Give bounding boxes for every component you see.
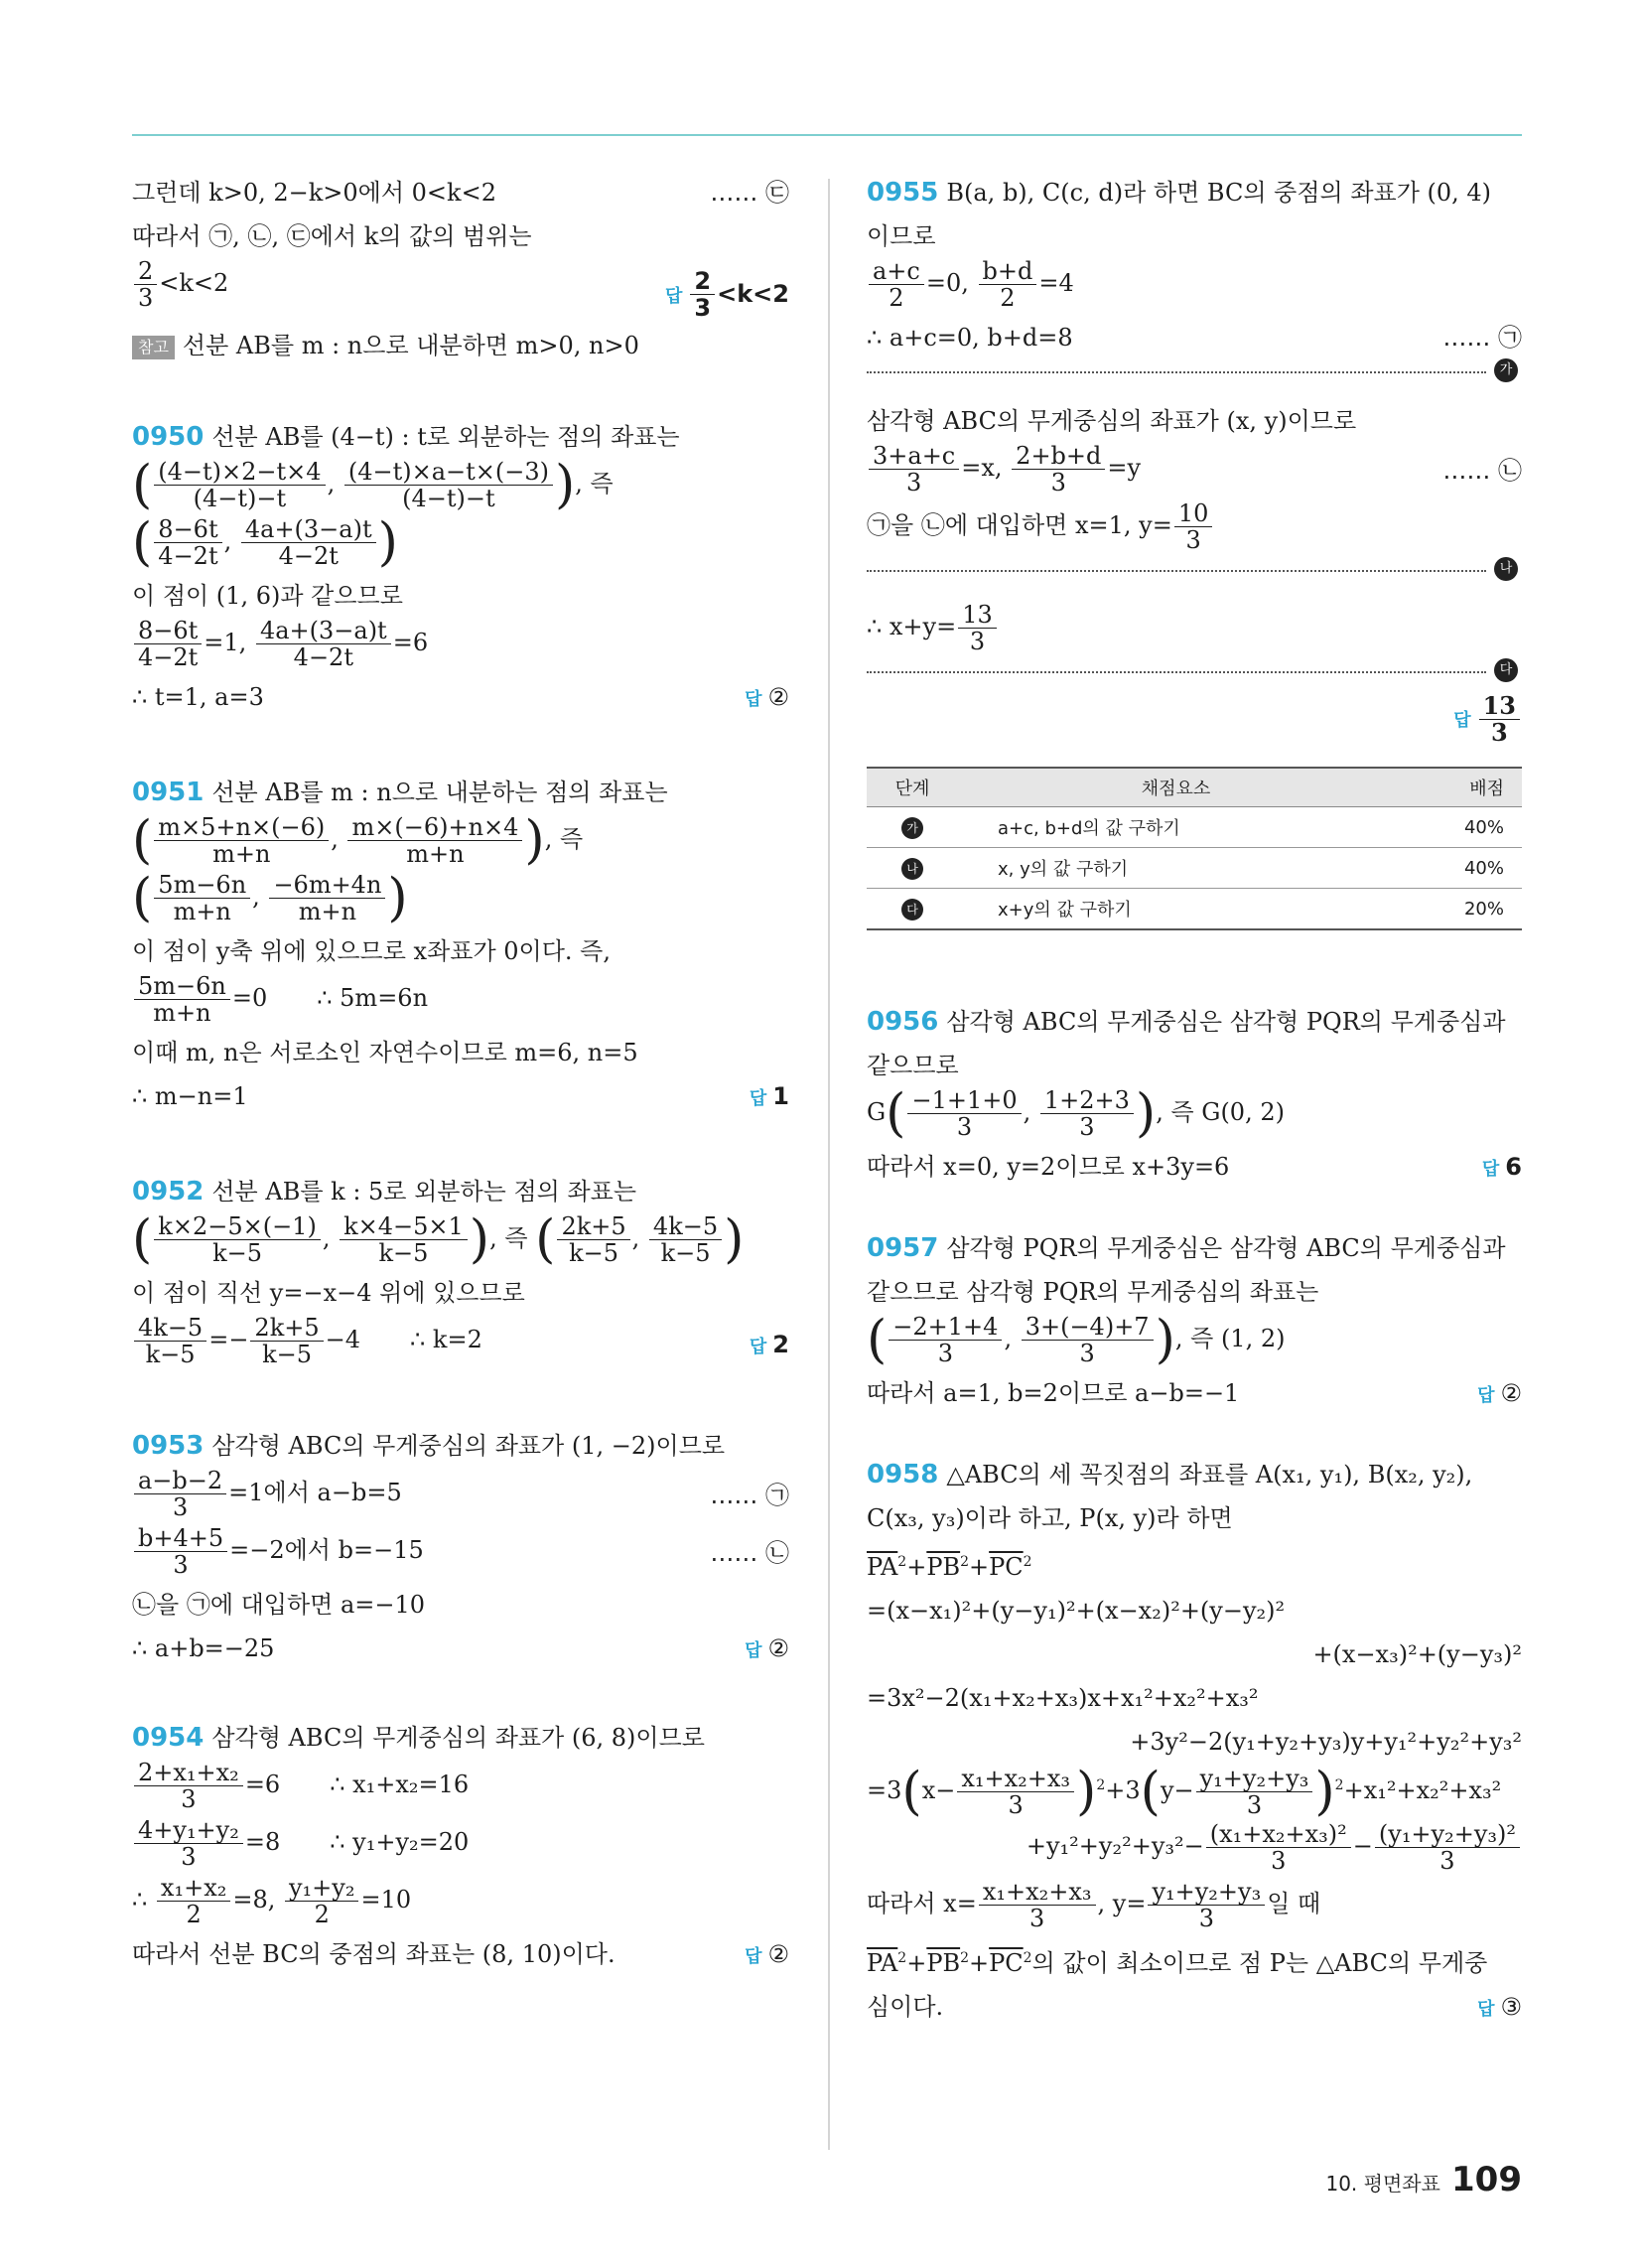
problem-title: 삼각형 ABC의 무게중심의 좌표가 (1, −2)이므로 [211, 1432, 726, 1460]
result-line: ∴ t=1, a=3 [132, 683, 264, 711]
score-item: x, y의 값 구하기 [958, 848, 1394, 889]
table-row [867, 889, 1522, 930]
answer: 답 ② [745, 1940, 789, 1968]
fraction: $\frac{2}{3}$ [134, 258, 157, 311]
text-line: 삼각형 ABC의 무게중심의 좌표가 (x, y)이므로 [867, 407, 1357, 435]
problem-0958 [867, 1453, 1522, 2029]
result-line: ∴ a+b=−25 [132, 1634, 275, 1662]
result-line: ∴ a+c=0, b+d=8 [867, 324, 1073, 352]
table-header: 단계 [867, 768, 958, 807]
table-header: 채점요소 [958, 768, 1394, 807]
equation: $\frac{a+c}{2}$ =0, $\frac{b+d}{2}$ =4 [867, 258, 1522, 316]
expression-line: +(x−x₃)²+(y−y₃)² [1312, 1640, 1522, 1668]
equation: ∴ $\frac{\text{x₁+x₂}}{2}$ =8, $\frac{\text{y₁+y₂}}{2}$ =10 [132, 1874, 412, 1928]
step-marker: 나 [1494, 557, 1518, 581]
answer: 답 $\frac{13}{3}$ [867, 693, 1522, 759]
text-line: ㉡을 ㉠에 대입하면 a=−10 [132, 1591, 426, 1619]
result-line: 심이다. [867, 1993, 944, 2021]
problem-title: 삼각형 PQR의 무게중심은 삼각형 ABC의 무게중심과 [946, 1234, 1506, 1262]
problem-number: 0956 [867, 1007, 939, 1037]
coordinate-expression: G( $\frac{-1+1+0}{3}$ , $\frac{1+2+3}{3}$ ), 즉 G(0, 2) [867, 1083, 1285, 1144]
intro-tag: …… ㉢ [710, 179, 789, 207]
table-header: 배점 [1394, 768, 1522, 807]
equation: $\frac{5m-6n}{m+n}$ =0 ∴ 5m=6n [132, 973, 789, 1031]
problem-title: 선분 AB를 (4−t) : t로 외분하는 점의 좌표는 [211, 423, 680, 451]
problem-number: 0954 [132, 1723, 205, 1753]
note-text: 선분 AB를 m : n으로 내분하면 m>0, n>0 [182, 332, 639, 359]
intro-line-2: 따라서 ㉠, ㉡, ㉢에서 k의 값의 범위는 [132, 222, 532, 250]
equation: ㉠을 ㉡에 대입하면 x=1, y= $\frac{10}{3}$ [867, 500, 1522, 558]
problem-title: △ABC의 세 꼭짓점의 좌표를 A(x₁, y₁), B(x₂, y₂), [946, 1461, 1473, 1488]
problem-number: 0953 [132, 1431, 205, 1461]
column-divider [828, 179, 830, 2150]
step-marker: 나 [901, 858, 923, 880]
problem-number: 0955 [867, 178, 939, 208]
coordinate-expression: ( $\frac{m\times 5+n\times(-6)}{m+n}$ , $\frac{m\times(-6)+n\times 4}{m+n}$ ), 즉 [132, 810, 584, 871]
result-line: 따라서 선분 BC의 중점의 좌표는 (8, 10)이다. [132, 1940, 616, 1968]
answer: 답 2 [749, 1331, 789, 1358]
answer: 답 1 [749, 1082, 789, 1110]
text-line: 이 점이 직선 y=−x−4 위에 있으므로 [132, 1279, 525, 1307]
expression-line: +y₁²+y₂²+y₃²− $\frac{\text{(x₁+x₂+x₃)²}}{3}$ − $\frac{\text{(y₁+y₂+y₃)²}}{3}$ [867, 1821, 1522, 1879]
scoring-table [867, 767, 1522, 930]
expression-line: +3y²−2(y₁+y₂+y₃)y+y₁²+y₂²+y₃² [1130, 1728, 1522, 1756]
result-line: 따라서 a=1, b=2이므로 a−b=−1 [867, 1379, 1240, 1407]
expression-line: =(x−x₁)²+(y−y₁)²+(x−x₂)²+(y−y₂)² [867, 1597, 1286, 1625]
problem-title: 삼각형 ABC의 무게중심의 좌표가 (6, 8)이므로 [211, 1724, 705, 1752]
step-marker: 가 [901, 817, 923, 839]
score-item: x+y의 값 구하기 [958, 889, 1394, 930]
chapter-title: 10. 평면좌표 [1325, 2172, 1440, 2196]
problem-0953 [132, 1424, 789, 1670]
answer: 답 ② [1477, 1379, 1522, 1407]
equation: ∴ x+y= $\frac{13}{3}$ [867, 602, 1522, 659]
coordinate-simplified: ( $\frac{5m-6n}{m+n}$ , $\frac{-6m+4n}{m+n}$ ) [132, 868, 408, 928]
step-divider [867, 558, 1522, 592]
coordinate-expression: ( $\frac{-2+1+4}{3}$ , $\frac{3+(-4)+7}{3}$ ), 즉 (1, 2) [867, 1310, 1286, 1370]
problem-0952 [132, 1170, 789, 1372]
text-line: 이므로 [867, 222, 936, 250]
problem-title: 선분 AB를 k : 5로 외분하는 점의 좌표는 [211, 1178, 637, 1205]
coordinate-expression: ( $\frac{(4-t)\times 2-t\times 4}{(4-t)-t}$ , $\frac{(4-t)\times a-t\times(-3)}{(4-t)-t}$ ), 즉 [132, 455, 614, 515]
answer: 답 $\frac{2}{3}$ <k<2 [665, 267, 789, 322]
step-marker: 가 [1494, 358, 1518, 382]
answer: 답 ③ [1477, 1993, 1522, 2021]
coordinate-simplified: ( $\frac{8-6t}{4-2t}$ , $\frac{4a+(3-a)t}{4-2t}$ ) [132, 512, 398, 573]
left-column [132, 171, 789, 1976]
note-badge: 참고 [132, 336, 175, 359]
problem-0957 [867, 1226, 1522, 1415]
score-points: 20% [1394, 889, 1522, 930]
step-divider [867, 359, 1522, 393]
intro-block [132, 171, 789, 367]
expression-line: $\overline{PA}^2+\overline{PB}^2+\overline{PC}^2$의 값이 최소이므로 점 P는 △ABC의 무게중 [867, 1949, 1488, 1977]
result-line: 따라서 x=0, y=2이므로 x+3y=6 [867, 1153, 1230, 1181]
score-points: 40% [1394, 848, 1522, 889]
problem-title: B(a, b), C(c, d)라 하면 BC의 중점의 좌표가 (0, 4) [946, 179, 1492, 207]
top-rule [132, 134, 1522, 136]
step-divider [867, 659, 1522, 693]
score-item: a+c, b+d의 값 구하기 [958, 807, 1394, 848]
expression-line: =3x²−2(x₁+x₂+x₃)x+x₁²+x₂²+x₃² [867, 1684, 1259, 1712]
table-row [867, 848, 1522, 889]
right-column [867, 171, 1522, 2029]
result-line: ∴ m−n=1 [132, 1082, 248, 1110]
expression-line: =3(x− $\frac{\text{x₁+x₂+x₃}}{3}$ )$^2$+3(y− $\frac{\text{y₁+y₂+y₃}}{3}$ )$^2$+x₁²+x₂²+x₃² [867, 1762, 1502, 1822]
table-row [867, 807, 1522, 848]
problem-number: 0950 [132, 422, 205, 452]
expression-line: 따라서 x= $\frac{\text{x₁+x₂+x₃}}{3}$ , y= $\frac{\text{y₁+y₂+y₃}}{3}$ 일 때 [867, 1878, 1321, 1932]
problem-0951 [132, 771, 789, 1118]
equation: $\frac{a-b-2}{3}$ =1에서 a−b=5 …… ㉠ [132, 1468, 789, 1525]
equation: $\frac{3+a+c}{3}$ =x, $\frac{2+b+d}{3}$ =y …… ㉡ [867, 443, 1522, 500]
step-marker: 다 [1494, 658, 1518, 682]
equation: $\frac{b+4+5}{3}$ =−2에서 b=−15 …… ㉡ [132, 1525, 789, 1583]
problem-title: 선분 AB를 m : n으로 내분하는 점의 좌표는 [211, 779, 668, 806]
problem-number: 0951 [132, 778, 205, 807]
problem-number: 0952 [132, 1177, 205, 1206]
text-line: 같으므로 삼각형 PQR의 무게중심의 좌표는 [867, 1278, 1319, 1306]
problem-title: 삼각형 ABC의 무게중심은 삼각형 PQR의 무게중심과 [946, 1008, 1506, 1036]
text-line: C(x₃, y₃)이라 하고, P(x, y)라 하면 [867, 1504, 1233, 1532]
expression: $\overline{PA}^2+\overline{PB}^2+\overline{PC}^2$ [867, 1553, 1032, 1581]
score-points: 40% [1394, 807, 1522, 848]
text-line: 이 점이 (1, 6)과 같으므로 [132, 582, 403, 610]
problem-number: 0957 [867, 1233, 939, 1263]
equation: $\frac{8-6t}{4-2t}$ =1, $\frac{4a+(3-a)t}{4-2t}$ =6 [132, 618, 789, 675]
problem-0955: 0955 B(a, b), C(c, d)라 하면 BC의 중점의 좌표가 (0, 4) 이므로 $\frac{a+c}{2}$ =0, $\frac{b+d}{2}$ =4 ∴ a+c=0, b+d=8 …… ㉠ 가 삼각형 ABC의 무게중심의 좌표가 (x, y)이므로 $\frac{3+a+c}{3}$ =x, $\frac{2+b+d}{3}$ =y …… ㉡ ㉠을 ㉡에 대입하면 x=1, y= $\frac{10}{3}$ 나 ∴ x+y= $\frac{13}{3}$ 다 답 $\frac{13}{3}$ [867, 171, 1522, 759]
equation: $\frac{\text{2+x₁+x₂}}{3}$ =6 ∴ x₁+x₂=16 [132, 1760, 789, 1817]
text-line: 같으므로 [867, 1052, 959, 1079]
answer: 답 6 [1481, 1153, 1522, 1181]
answer: 답 ② [745, 683, 789, 711]
equation: $\frac{4k-5}{k-5}$ =− $\frac{2k+5}{k-5}$ −4 ∴ k=2 답 2 [132, 1315, 789, 1372]
coordinate-expression: ( $\frac{k\times 2-5\times(-1)}{k-5}$ , $\frac{k\times 4-5\times 1}{k-5}$ ), 즉 ( $\frac{2k+5}{k-5}$ , $\frac{4k-5}{k-5}$ ) [132, 1209, 745, 1270]
intro-range: <k<2 [159, 269, 229, 297]
problem-number: 0958 [867, 1460, 939, 1489]
answer: 답 ② [745, 1634, 789, 1662]
page-number: 109 [1451, 2160, 1522, 2199]
step-marker: 다 [901, 899, 923, 921]
problem-0954 [132, 1716, 789, 1976]
page-footer [1325, 2160, 1522, 2199]
text-line: 이 점이 y축 위에 있으므로 x좌표가 0이다. 즉, [132, 937, 611, 965]
problem-0956 [867, 1000, 1522, 1189]
text-line: 이때 m, n은 서로소인 자연수이므로 m=6, n=5 [132, 1039, 638, 1066]
problem-0950 [132, 415, 789, 719]
equation: $\frac{\text{4+y₁+y₂}}{3}$ =8 ∴ y₁+y₂=20 [132, 1817, 789, 1875]
intro-line-1: 그런데 k>0, 2−k>0에서 0<k<2 [132, 179, 496, 207]
